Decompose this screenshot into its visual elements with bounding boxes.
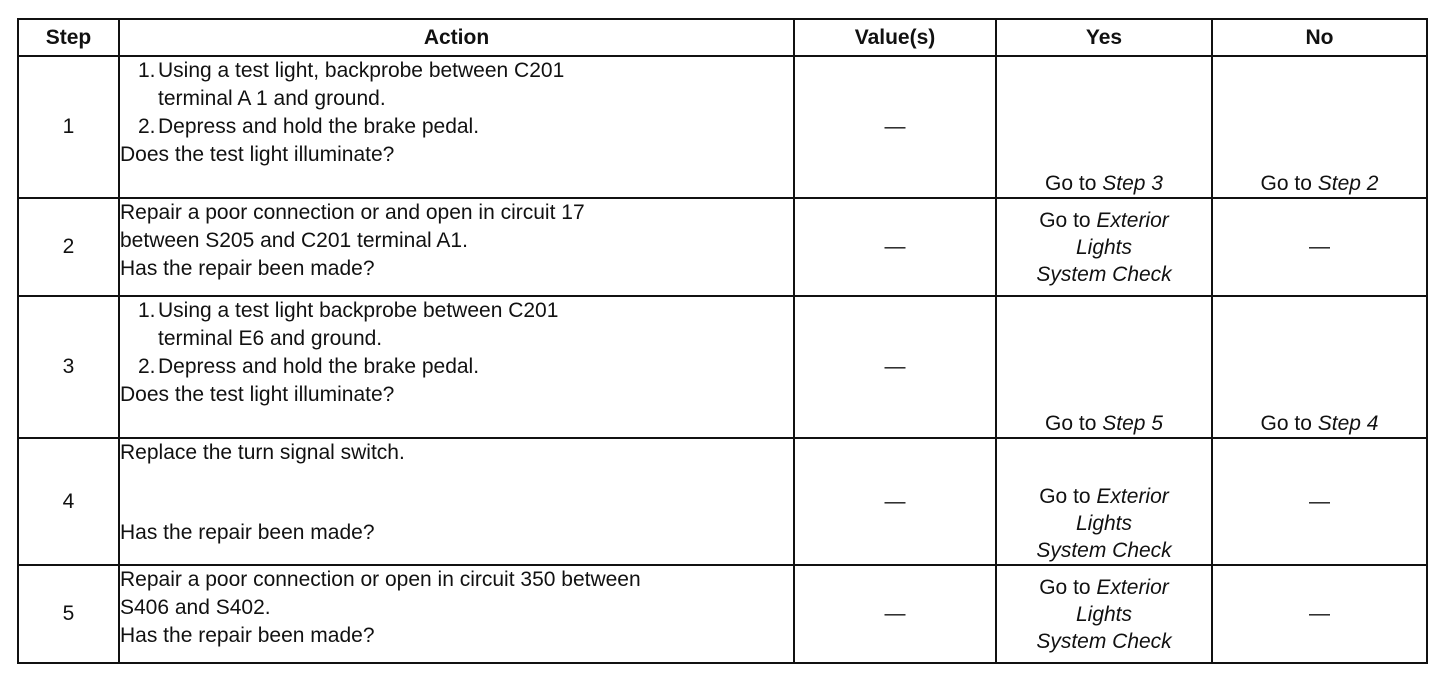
table-row <box>18 296 1427 438</box>
header-yes: Yes <box>996 19 1212 56</box>
table-row <box>18 565 1427 663</box>
yes-cell: Go to Exterior Lights System Check <box>996 438 1212 565</box>
action-text: Replace the turn signal switch. <box>120 441 405 464</box>
action-question: Does the test light illuminate? <box>120 143 395 166</box>
step-number: 4 <box>18 438 119 565</box>
step-number: 1 <box>18 56 119 198</box>
value-cell: — <box>794 56 996 198</box>
yes-cell: Go to Step 5 <box>996 296 1212 438</box>
action-question: Has the repair been made? <box>120 624 375 647</box>
header-step: Step <box>18 19 119 56</box>
value-cell: — <box>794 438 996 565</box>
action-question: Has the repair been made? <box>120 521 375 544</box>
action-text: between S205 and C201 terminal A1. <box>120 229 468 252</box>
action-item: 1. Using a test light backprobe between C201 terminal E6 and ground. <box>138 299 559 350</box>
action-text: S406 and S402. <box>120 596 271 619</box>
value-cell: — <box>794 565 996 663</box>
no-cell: Go to Step 2 <box>1212 56 1427 198</box>
value-cell: — <box>794 296 996 438</box>
header-no: No <box>1212 19 1427 56</box>
header-values: Value(s) <box>794 19 996 56</box>
diagnostic-table <box>17 18 1428 664</box>
step-number: 3 <box>18 296 119 438</box>
header-action: Action <box>119 19 794 56</box>
action-question: Has the repair been made? <box>120 257 375 280</box>
no-cell: — <box>1212 438 1427 565</box>
action-cell <box>119 56 794 198</box>
action-cell <box>119 565 794 663</box>
action-item: 2. Depress and hold the brake pedal. <box>138 115 480 138</box>
step-link: Step 3 <box>1102 172 1163 195</box>
action-item: 1. Using a test light, backprobe between C201 terminal A 1 and ground. <box>138 59 565 110</box>
yes-cell: Go to Exterior Lights System Check <box>996 565 1212 663</box>
step-link: Step 4 <box>1317 412 1379 435</box>
no-cell: — <box>1212 198 1427 296</box>
table-row <box>18 198 1427 296</box>
yes-cell: Go to Exterior Lights System Check <box>996 198 1212 296</box>
action-cell <box>119 296 794 438</box>
step-link: Step 5 <box>1102 412 1163 435</box>
value-cell: — <box>794 198 996 296</box>
step-link: Step 2 <box>1317 172 1379 195</box>
no-cell: — <box>1212 565 1427 663</box>
action-text: Repair a poor connection or and open in circuit 17 <box>120 201 585 224</box>
step-number: 5 <box>18 565 119 663</box>
step-number: 2 <box>18 198 119 296</box>
action-question: Does the test light illuminate? <box>120 383 395 406</box>
action-text: Repair a poor connection or open in circuit 350 between <box>120 568 641 591</box>
action-cell <box>119 198 794 296</box>
table-row <box>18 438 1427 565</box>
action-cell <box>119 438 794 565</box>
header-row <box>18 19 1427 56</box>
action-item: 2. Depress and hold the brake pedal. <box>138 355 480 378</box>
yes-cell: Go to Step 3 <box>996 56 1212 198</box>
table-row <box>18 56 1427 198</box>
no-cell: Go to Step 4 <box>1212 296 1427 438</box>
